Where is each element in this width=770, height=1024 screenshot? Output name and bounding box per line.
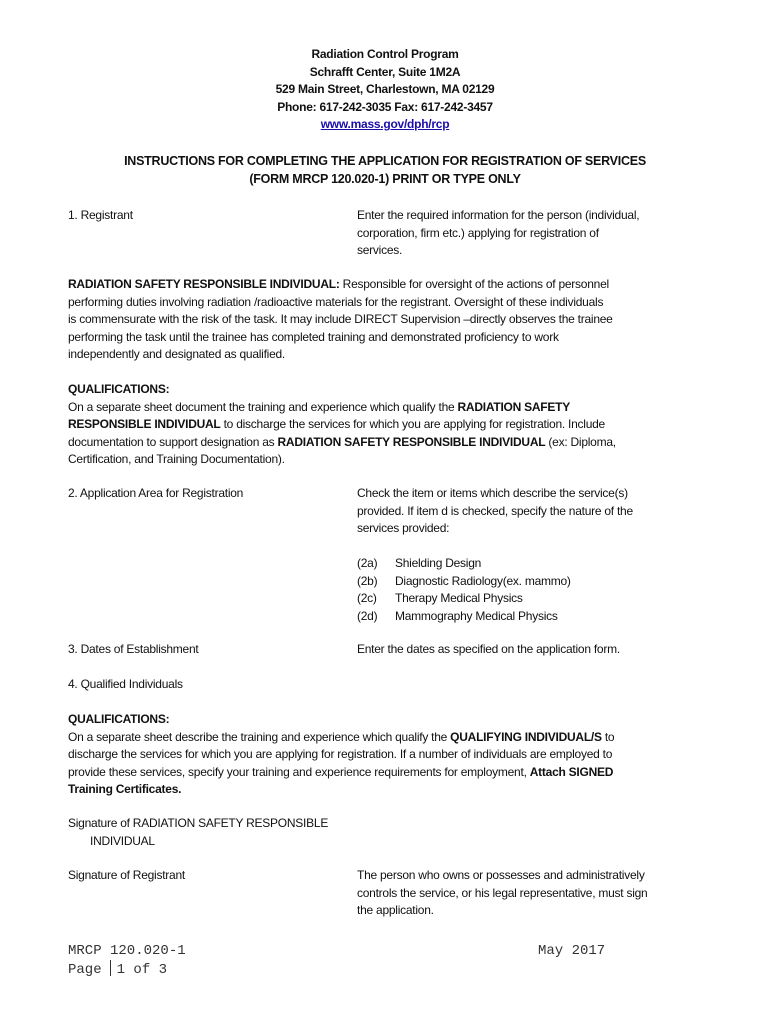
rsri-text: independently and designated as qualified. [68,347,286,361]
option-code: (2c) [357,591,377,605]
qualifications-heading: QUALIFICATIONS: [68,382,170,396]
text: discharge the services for which you are applying for registration. If a number of individuals are employed to [68,747,613,761]
option-2a [357,555,571,573]
rsri-paragraph [68,276,613,364]
option-label: Therapy Medical Physics [395,591,523,605]
option-label: Shielding Design [395,556,482,570]
text: On a separate sheet describe the training and experience which qualify the [68,729,451,744]
text: to discharge the services for which you are applying for registration. Include [220,417,605,431]
page-label: Page [68,962,102,978]
text: Signature of RADIATION SAFETY RESPONSIBLE [68,816,329,830]
rsri-text: is commensurate with the risk of the task. It may include DIRECT Supervision –directly observes the trainee [68,312,613,326]
desc-line: the application. [357,903,434,917]
title-line-1: INSTRUCTIONS FOR COMPLETING THE APPLICATION FOR REGISTRATION OF SERVICES [124,154,646,168]
service-options-list [357,555,571,625]
desc-line: corporation, firm etc.) applying for registration of [357,225,599,240]
qualifications-heading: QUALIFICATIONS: [68,712,170,726]
qualifications-section-2 [68,711,614,799]
phone-fax: Phone: 617-242-3035 Fax: 617-242-3457 [277,99,493,114]
desc-line: provided. If item d is checked, specify the nature of the [357,503,633,518]
website-link[interactable]: www.mass.gov/dph/rcp [320,117,450,131]
item-2-label: 2. Application Area for Registration [68,486,244,500]
desc-line: services provided: [357,521,450,535]
item-2-description [357,485,633,538]
option-2c [357,590,571,608]
text: INDIVIDUAL [90,833,155,848]
item-3-description: Enter the dates as specified on the application form. [357,642,620,656]
rsri-text: performing the task until the trainee has completed training and demonstrated proficiency to work [68,329,559,344]
item-1-description [357,207,639,260]
desc-line: The person who owns or possesses and administratively [357,868,645,882]
text: Certification, and Training Documentation). [68,452,285,466]
item-3-label: 3. Dates of Establishment [68,642,199,656]
footer-form-info [68,942,186,979]
option-label: Diagnostic Radiology(ex. mammo) [395,573,571,588]
address-line-1: Schrafft Center, Suite 1M2A [309,64,461,79]
option-2d [357,608,571,626]
text-bold: RADIATION SAFETY RESPONSIBLE INDIVIDUAL [277,434,546,449]
option-code: (2d) [357,608,378,623]
rsri-signature-label [68,815,328,850]
text-bold: RESPONSIBLE INDIVIDUAL [68,417,221,431]
text: provide these services, specify your training and experience requirements for employment, [68,764,530,779]
address-line-2: 529 Main Street, Charlestown, MA 02129 [275,82,495,96]
footer-date: May 2017 [538,943,606,959]
text-bold: RADIATION SAFETY [457,399,570,414]
rsri-term: RADIATION SAFETY RESPONSIBLE INDIVIDUAL: [68,277,340,291]
text: to [601,729,615,744]
option-code: (2a) [357,556,378,570]
option-code: (2b) [357,573,378,588]
agency-header [0,46,770,134]
text-bold: QUALIFYING INDIVIDUAL/S [450,729,602,744]
page-number: 1 of 3 [116,962,168,978]
form-number: MRCP 120.020-1 [68,943,186,959]
page-divider [110,960,111,976]
text: documentation to support designation as [68,434,278,449]
page-title [0,152,770,188]
desc-line: services. [357,243,403,257]
item-4-label: 4. Qualified Individuals [68,677,183,691]
title-line-2: (FORM MRCP 120.020-1) PRINT OR TYPE ONLY [249,172,521,186]
registrant-signature-label: Signature of Registrant [68,868,185,882]
desc-line: Enter the required information for the person (individual, [357,208,640,222]
rsri-text: performing duties involving radiation /radioactive materials for the registrant. Oversight of these individuals [68,294,604,309]
qualifications-section-1 [68,381,616,469]
desc-line: controls the service, or his legal representative, must sign [357,885,648,900]
option-label: Mammography Medical Physics [395,608,558,623]
rsri-text: Responsible for oversight of the actions of personnel [339,277,609,291]
text: (ex: Diploma, [545,434,616,449]
program-name: Radiation Control Program [311,47,459,61]
text-bold: Training Certificates. [68,782,182,796]
item-1-label: 1. Registrant [68,208,133,222]
text: On a separate sheet document the training and experience which qualify the [68,399,458,414]
registrant-signature-description [357,867,647,920]
text-bold: Attach SIGNED [529,764,614,779]
desc-line: Check the item or items which describe the service(s) [357,486,628,500]
option-2b [357,573,571,591]
